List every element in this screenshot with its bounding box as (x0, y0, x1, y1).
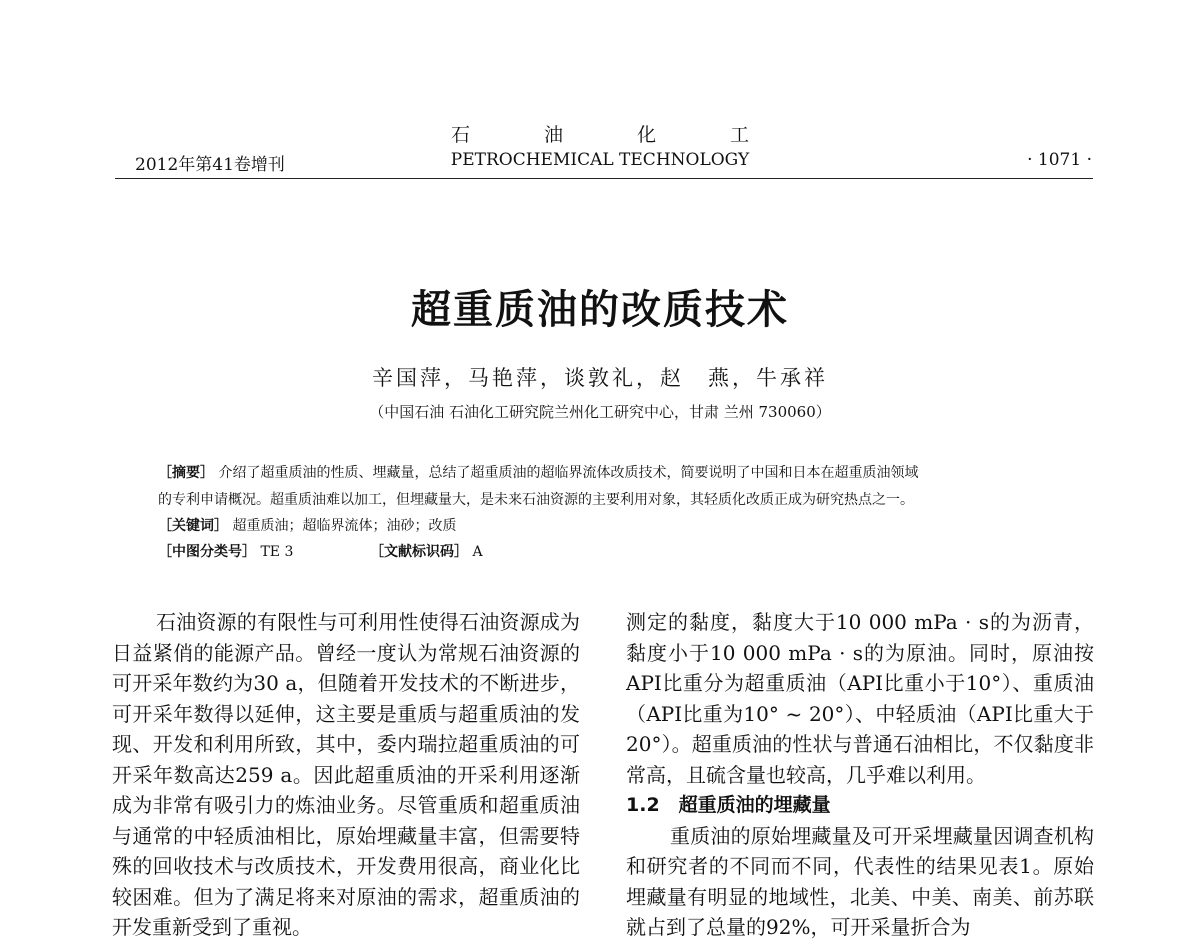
keywords-line (158, 514, 456, 538)
reserves-paragraph: 重质油的原始埋藏量及可开采埋藏量因调查机构和研究者的不同而不同，代表性的结果见表1。原始埋藏量有明显的地域性，北美、中美、南美、前苏联就占到了总量的92%，可开采量折合为 (626, 823, 1094, 939)
page-number: · 1071 · (1027, 150, 1092, 170)
intro-paragraph: 石油资源的有限性与可利用性使得石油资源成为日益紧俏的能源产品。曾经一度认为常规石油资源的可开采年数约为30 a，但随着开发技术的不断进步，可开采年数得以延伸，这主要是重质与超重质油的发现、开发和利用所致，其中，委内瑞拉超重质油的可开采年数高达259 a。因此超重质油的开采利用逐渐成为非常有吸引力的炼油业务。尽管重质和超重质油与通常的中轻质油相比，原始埋藏量丰富，但需要特殊的回收技术与改质技术，开发费用很高，商业化比较困难。但为了满足将来对原油的需求，超重质油的开发重新受到了重视。 (112, 610, 580, 939)
right-column (626, 607, 1094, 943)
left-column (112, 607, 580, 943)
author-list: 辛国萍，马艳萍，谈敦礼，赵 燕，牛承祥 (372, 366, 828, 390)
issue-info: 2012年第41卷增刊 (135, 155, 285, 175)
clc-line (158, 540, 293, 564)
doc-code-line (370, 540, 483, 564)
article-title: 超重质油的改质技术 (411, 287, 789, 333)
keywords-text: 超重质油；超临界流体；油砂；改质 (232, 518, 457, 534)
viscosity-paragraph: 测定的黏度，黏度大于10 000 mPa · s的为沥青，黏度小于10 000 mPa · s的为原油。同时，原油按API比重分为超重质油（API比重小于10°）、重质油（API比重为10° ~ 20°）、中轻质油（API比重大于20°）。超重质油的性状与普通石油相比，不仅黏度非常高，且硫含量也较高，几乎难以利用。 (626, 610, 1094, 787)
clc-label: ［中图分类号］ (158, 544, 256, 560)
abstract-line-1 (158, 461, 918, 485)
abstract-text-2: 的专利申请概况。超重质油难以加工，但埋藏量大，是未来石油资源的主要利用对象，其轻质化改质正成为研究热点之一。 (158, 492, 914, 508)
abstract-label: ［摘要］ (158, 465, 214, 481)
journal-name-english: PETROCHEMICAL TECHNOLOGY (450, 150, 750, 170)
doc-code-label: ［文献标识码］ (370, 544, 468, 560)
section-heading: 1.2 超重质油的埋藏量 (626, 794, 831, 816)
abstract-line-2 (158, 488, 914, 512)
header-rule (115, 178, 1093, 179)
affiliation: （中国石油 石油化工研究院兰州化工研究中心，甘肃 兰州 730060） (369, 403, 831, 421)
abstract-text-1: 介绍了超重质油的性质、埋藏量，总结了超重质油的超临界流体改质技术，简要说明了中国和日本在超重质油领域 (218, 465, 919, 481)
doc-code-value: A (472, 544, 483, 560)
clc-value: TE 3 (260, 544, 294, 560)
journal-name-chinese: 石 油 化 工 (450, 124, 784, 146)
keywords-label: ［关键词］ (158, 518, 228, 534)
